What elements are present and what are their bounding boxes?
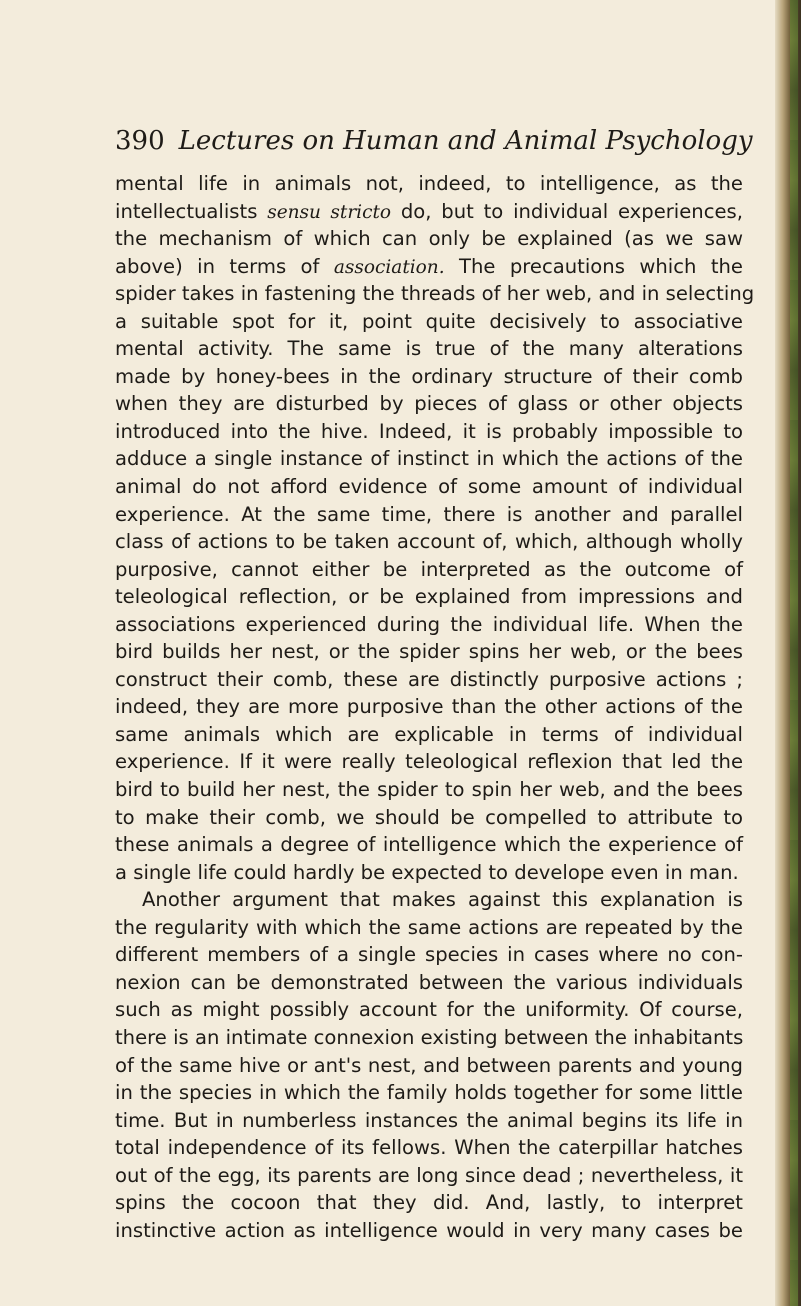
text-line [115,335,743,363]
text-segment: time. But in numberless instances the animal begins its life in [115,1108,743,1132]
text-segment: indeed, they are more purposive than the other actions of the [115,695,743,719]
text-line [115,1162,743,1190]
text-line [115,776,743,804]
text-line [115,941,743,969]
text-segment: spider takes in fastening the threads of her web, and in selecting [115,282,755,306]
text-segment: out of the egg, its parents are long since dead ; nevertheless, it [115,1163,743,1187]
text-segment: experience. At the same time, there is another and parallel [115,502,743,526]
text-line [115,280,755,308]
text-segment: of the same hive or ant's nest, and between parents and young [115,1053,743,1077]
running-title: Lectures on Human and Animal Psychology [178,126,753,156]
text-segment: do, but to individual experiences, [391,199,743,223]
text-line [115,1024,743,1052]
text-line [115,363,743,391]
text-segment: Another argument that makes against this explanation is [142,888,743,912]
text-line [115,1217,743,1245]
text-line [115,969,743,997]
text-line [115,170,743,198]
text-line [115,445,743,473]
text-segment: intellectualists [115,199,268,223]
text-line [115,1189,743,1217]
text-segment: experience. If it were really teleological reflexion that led the [115,750,743,774]
text-segment: bird to build her nest, the spider to spin her web, and the bees [115,778,743,802]
text-segment: different members of a single species in cases where no con- [115,943,743,967]
text-segment: class of actions to be taken account of, which, although wholly [115,530,743,554]
text-segment: animal do not afford evidence of some amount of individual [115,475,743,499]
text-line [115,693,743,721]
text-line [115,225,743,253]
text-line [115,1052,743,1080]
text-line [115,748,743,776]
text-segment: spins the cocoon that they did. And, lastly, to interpret [115,1191,743,1215]
text-line [115,390,743,418]
text-segment: to make their comb, we should be compelled to attribute to [115,805,743,829]
text-line [115,308,743,336]
text-segment: mental activity. The same is true of the many alterations [115,337,743,361]
text-segment: mental life in animals not, indeed, to intelligence, as the [115,172,743,195]
text-segment: construct their comb, these are distinctly purposive actions ; [115,667,743,691]
text-line [115,1079,743,1107]
text-segment: teleological reflection, or be explained from impressions and [115,585,743,609]
text-line [115,198,743,226]
text-line [115,556,743,584]
text-segment: there is an intimate connexion existing between the inhabitants [115,1025,744,1049]
text-segment: the mechanism of which can only be explained (as we saw [115,227,743,251]
text-segment: purposive, cannot either be interpreted as the outcome of [115,557,743,581]
text-segment: The precautions which the [444,254,743,278]
text-line [115,253,743,281]
text-line [115,831,743,859]
text-line [115,473,743,501]
text-line [115,666,743,694]
text-segment: these animals a degree of intelligence which the experience of [115,833,743,857]
text-segment: nexion can be demonstrated between the various individuals [115,970,743,994]
text-line [115,914,743,942]
text-segment: associations experienced during the individual life. When the [115,612,743,636]
text-segment: total independence of its fellows. When the caterpillar hatches [115,1136,743,1160]
page-header [115,126,753,166]
text-segment: same animals which are explicable in terms of individual [115,722,743,746]
text-line [115,804,743,832]
text-line [115,1107,743,1135]
text-segment: made by honey-bees in the ordinary structure of their comb [115,364,743,388]
text-line [115,638,743,666]
text-line [115,886,743,914]
text-segment: the regularity with which the same actions are repeated by the [115,915,743,939]
text-segment: such as might possibly account for the uniformity. Of course, [115,998,743,1022]
body-text [115,170,755,1244]
text-segment: adduce a single instance of instinct in which the actions of the [115,447,743,471]
text-segment: instinctive action as intelligence would in very many cases be [115,1218,743,1242]
text-line [115,528,743,556]
page-number: 390 [115,126,165,156]
text-line [115,996,743,1024]
text-line [115,583,743,611]
text-segment: in the species in which the family holds together for some little [115,1081,743,1105]
text-line [115,1134,743,1162]
text-segment: bird builds her nest, or the spider spins her web, or the bees [115,640,743,664]
text-line [115,501,743,529]
italic-phrase: sensu stricto [267,201,392,223]
text-segment: when they are disturbed by pieces of glass or other objects [115,392,743,416]
text-segment: a suitable spot for it, point quite decisively to associative [115,309,743,333]
text-line [115,721,743,749]
text-line [115,859,743,887]
text-line [115,418,743,446]
text-segment: above) in terms of [115,254,334,278]
italic-phrase: association. [333,256,445,278]
text-line [115,611,743,639]
text-segment: a single life could hardly be expected to develope even in man. [115,860,739,884]
text-segment: introduced into the hive. Indeed, it is probably impossible to [115,419,743,443]
binding-edge [790,0,798,1306]
